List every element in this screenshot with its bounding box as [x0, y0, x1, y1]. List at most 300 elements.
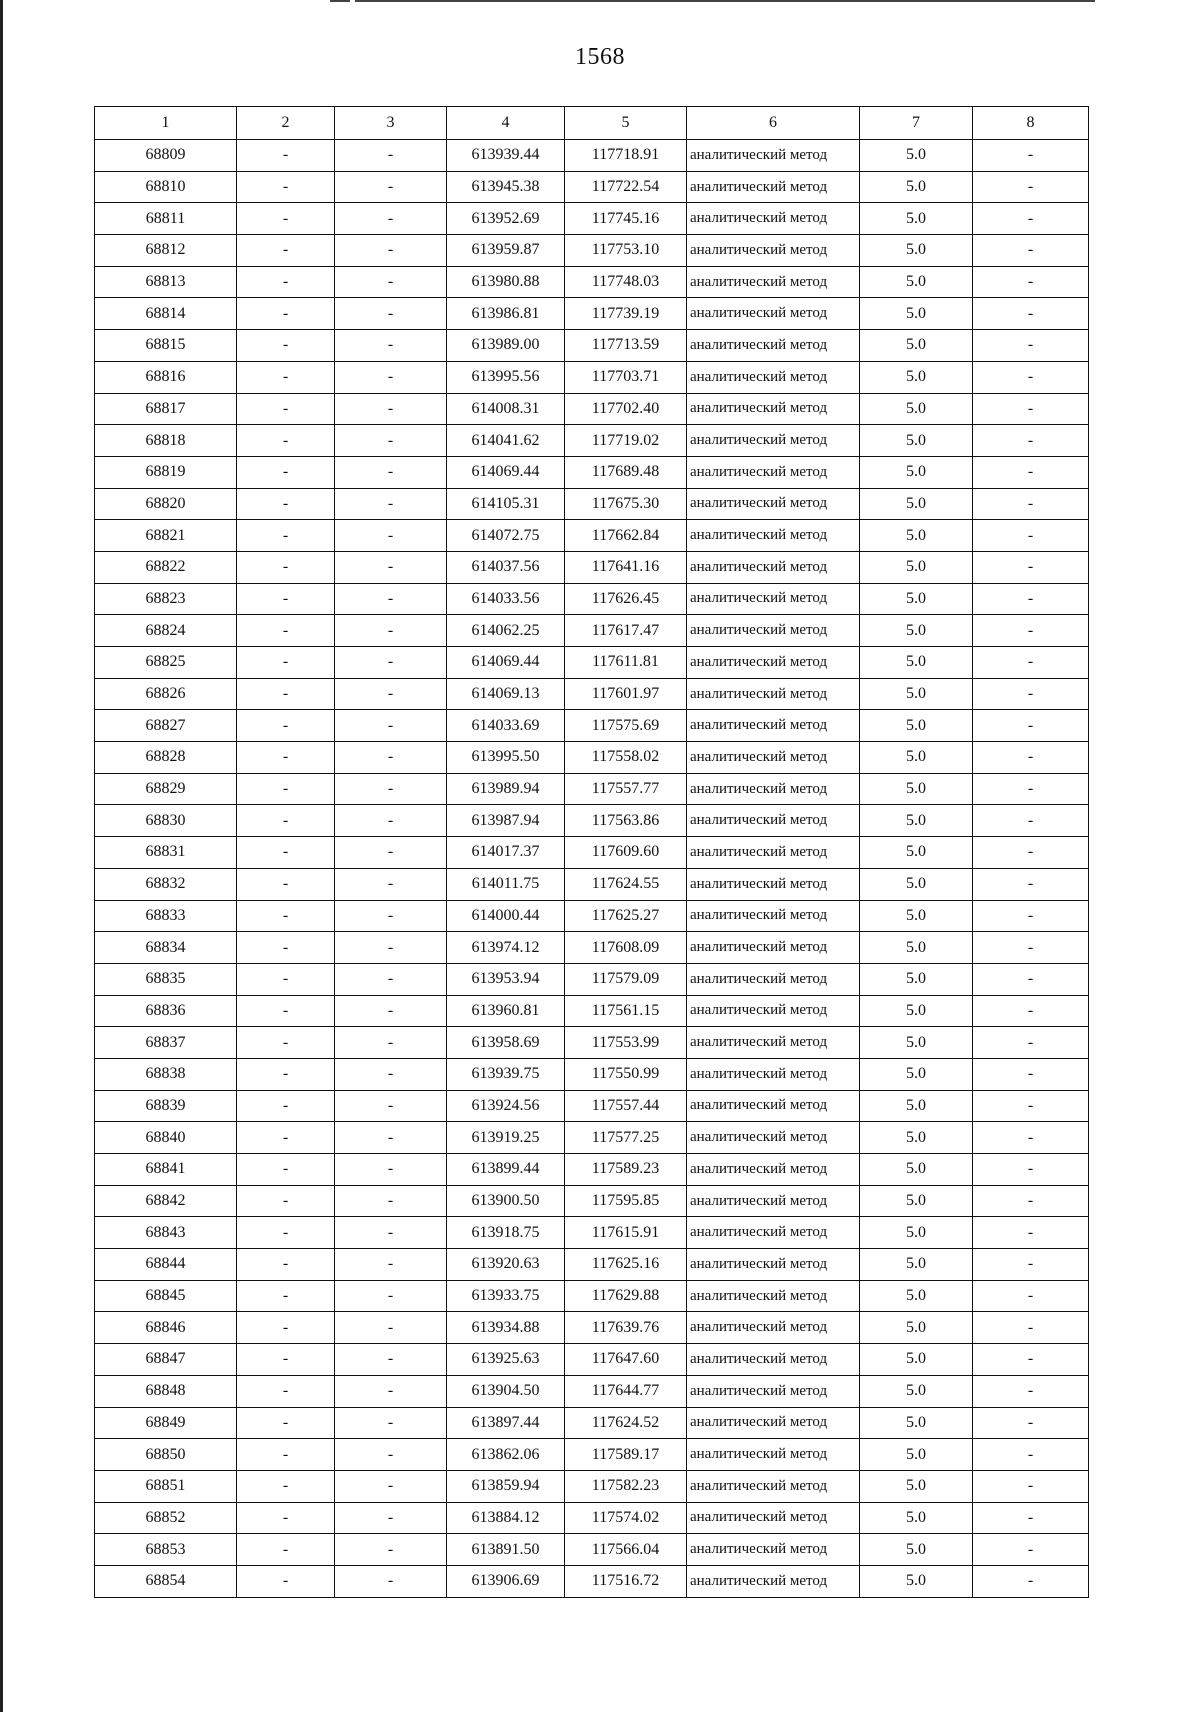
coord-x-cell: 613891.50: [447, 1534, 565, 1566]
method-cell: аналитический метод: [687, 1217, 860, 1249]
coord-x-cell: 614017.37: [447, 837, 565, 869]
col-3-cell: -: [335, 963, 447, 995]
coord-x-cell: 614033.56: [447, 583, 565, 615]
col-2-cell: -: [237, 330, 335, 362]
accuracy-cell: 5.0: [860, 1375, 973, 1407]
col-3-cell: -: [335, 647, 447, 679]
table-row: [95, 1439, 1089, 1471]
coord-y-cell: 117713.59: [565, 330, 687, 362]
coord-y-cell: 117641.16: [565, 551, 687, 583]
method-cell: аналитический метод: [687, 805, 860, 837]
col-3-cell: -: [335, 1058, 447, 1090]
coord-y-cell: 117582.23: [565, 1470, 687, 1502]
col-2-cell: -: [237, 1122, 335, 1154]
point-number-cell: 68811: [95, 203, 237, 235]
coord-x-cell: 613939.75: [447, 1058, 565, 1090]
accuracy-cell: 5.0: [860, 900, 973, 932]
col-8-cell: -: [973, 805, 1089, 837]
method-cell: аналитический метод: [687, 1375, 860, 1407]
col-8-cell: -: [973, 266, 1089, 298]
col-2-cell: -: [237, 1470, 335, 1502]
table-row: [95, 1344, 1089, 1376]
coord-x-cell: 613986.81: [447, 298, 565, 330]
coord-x-cell: 613906.69: [447, 1565, 565, 1597]
table-row: [95, 171, 1089, 203]
table-row: [95, 456, 1089, 488]
col-3-cell: -: [335, 1534, 447, 1566]
col-2-cell: -: [237, 203, 335, 235]
col-3-cell: -: [335, 1122, 447, 1154]
coord-x-cell: 614069.44: [447, 456, 565, 488]
coord-y-cell: 117625.27: [565, 900, 687, 932]
col-2-cell: -: [237, 171, 335, 203]
method-cell: аналитический метод: [687, 1122, 860, 1154]
table-header: [95, 107, 1089, 140]
table-row: [95, 868, 1089, 900]
col-2-cell: -: [237, 1565, 335, 1597]
col-8-cell: -: [973, 140, 1089, 172]
accuracy-cell: 5.0: [860, 615, 973, 647]
col-8-cell: -: [973, 235, 1089, 267]
col-3-cell: -: [335, 551, 447, 583]
point-number-cell: 68842: [95, 1185, 237, 1217]
method-cell: аналитический метод: [687, 1249, 860, 1281]
method-cell: аналитический метод: [687, 1565, 860, 1597]
accuracy-cell: 5.0: [860, 868, 973, 900]
coord-y-cell: 117753.10: [565, 235, 687, 267]
coord-x-cell: 613952.69: [447, 203, 565, 235]
accuracy-cell: 5.0: [860, 1439, 973, 1471]
point-number-cell: 68825: [95, 647, 237, 679]
coord-y-cell: 117703.71: [565, 361, 687, 393]
accuracy-cell: 5.0: [860, 647, 973, 679]
col-8-cell: -: [973, 963, 1089, 995]
accuracy-cell: 5.0: [860, 1122, 973, 1154]
table-row: [95, 1185, 1089, 1217]
method-cell: аналитический метод: [687, 361, 860, 393]
table-row: [95, 203, 1089, 235]
accuracy-cell: 5.0: [860, 710, 973, 742]
col-2-cell: -: [237, 393, 335, 425]
top-rule: [355, 0, 1095, 2]
col-3-cell: -: [335, 203, 447, 235]
coord-y-cell: 117550.99: [565, 1058, 687, 1090]
accuracy-cell: 5.0: [860, 963, 973, 995]
table-row: [95, 583, 1089, 615]
point-number-cell: 68853: [95, 1534, 237, 1566]
coord-x-cell: 613918.75: [447, 1217, 565, 1249]
point-number-cell: 68817: [95, 393, 237, 425]
coord-x-cell: 613904.50: [447, 1375, 565, 1407]
method-cell: аналитический метод: [687, 900, 860, 932]
col-2-cell: -: [237, 678, 335, 710]
point-number-cell: 68812: [95, 235, 237, 267]
point-number-cell: 68824: [95, 615, 237, 647]
col-3-cell: -: [335, 900, 447, 932]
col-8-cell: -: [973, 456, 1089, 488]
coord-y-cell: 117579.09: [565, 963, 687, 995]
col-3-cell: -: [335, 773, 447, 805]
col-2-cell: -: [237, 932, 335, 964]
col-3-cell: -: [335, 425, 447, 457]
coord-y-cell: 117624.52: [565, 1407, 687, 1439]
col-3-cell: -: [335, 140, 447, 172]
method-cell: аналитический метод: [687, 203, 860, 235]
col-2-cell: -: [237, 615, 335, 647]
col-2-cell: -: [237, 1502, 335, 1534]
accuracy-cell: 5.0: [860, 393, 973, 425]
col-8-cell: -: [973, 900, 1089, 932]
coord-y-cell: 117675.30: [565, 488, 687, 520]
coord-y-cell: 117644.77: [565, 1375, 687, 1407]
coord-y-cell: 117689.48: [565, 456, 687, 488]
point-number-cell: 68816: [95, 361, 237, 393]
method-cell: аналитический метод: [687, 963, 860, 995]
point-number-cell: 68830: [95, 805, 237, 837]
point-number-cell: 68813: [95, 266, 237, 298]
col-3-cell: -: [335, 266, 447, 298]
point-number-cell: 68826: [95, 678, 237, 710]
coord-y-cell: 117624.55: [565, 868, 687, 900]
table-row: [95, 773, 1089, 805]
coord-y-cell: 117611.81: [565, 647, 687, 679]
coord-y-cell: 117639.76: [565, 1312, 687, 1344]
col-8-cell: -: [973, 1090, 1089, 1122]
accuracy-cell: 5.0: [860, 678, 973, 710]
coord-x-cell: 614000.44: [447, 900, 565, 932]
col-3-cell: -: [335, 1344, 447, 1376]
table-row: [95, 1375, 1089, 1407]
coord-x-cell: 613933.75: [447, 1280, 565, 1312]
col-2-cell: -: [237, 488, 335, 520]
coord-x-cell: 613980.88: [447, 266, 565, 298]
coord-x-cell: 614069.13: [447, 678, 565, 710]
accuracy-cell: 5.0: [860, 1312, 973, 1344]
page-number: 1568: [575, 44, 625, 70]
header-col-5: 5: [565, 107, 687, 140]
col-2-cell: -: [237, 520, 335, 552]
table-row: [95, 1027, 1089, 1059]
method-cell: аналитический метод: [687, 1027, 860, 1059]
coord-x-cell: 613924.56: [447, 1090, 565, 1122]
col-8-cell: -: [973, 1280, 1089, 1312]
method-cell: аналитический метод: [687, 1154, 860, 1186]
col-3-cell: -: [335, 1312, 447, 1344]
col-8-cell: -: [973, 298, 1089, 330]
point-number-cell: 68844: [95, 1249, 237, 1281]
col-8-cell: -: [973, 425, 1089, 457]
method-cell: аналитический метод: [687, 1090, 860, 1122]
table-row: [95, 361, 1089, 393]
table-row: [95, 900, 1089, 932]
col-3-cell: -: [335, 1280, 447, 1312]
accuracy-cell: 5.0: [860, 1185, 973, 1217]
col-8-cell: -: [973, 1058, 1089, 1090]
col-8-cell: -: [973, 1027, 1089, 1059]
coord-y-cell: 117589.23: [565, 1154, 687, 1186]
col-8-cell: -: [973, 1312, 1089, 1344]
col-3-cell: -: [335, 488, 447, 520]
col-8-cell: -: [973, 1249, 1089, 1281]
col-3-cell: -: [335, 171, 447, 203]
col-3-cell: -: [335, 298, 447, 330]
col-3-cell: -: [335, 678, 447, 710]
coord-y-cell: 117577.25: [565, 1122, 687, 1154]
accuracy-cell: 5.0: [860, 1407, 973, 1439]
col-3-cell: -: [335, 805, 447, 837]
col-2-cell: -: [237, 1344, 335, 1376]
col-8-cell: -: [973, 837, 1089, 869]
coordinates-table: [94, 106, 1089, 1598]
col-2-cell: -: [237, 1185, 335, 1217]
table-row: [95, 140, 1089, 172]
table-row: [95, 1534, 1089, 1566]
col-3-cell: -: [335, 456, 447, 488]
accuracy-cell: 5.0: [860, 1249, 973, 1281]
coord-x-cell: 613899.44: [447, 1154, 565, 1186]
col-8-cell: -: [973, 488, 1089, 520]
col-3-cell: -: [335, 393, 447, 425]
table-row: [95, 837, 1089, 869]
coord-y-cell: 117595.85: [565, 1185, 687, 1217]
coord-y-cell: 117574.02: [565, 1502, 687, 1534]
accuracy-cell: 5.0: [860, 773, 973, 805]
accuracy-cell: 5.0: [860, 1470, 973, 1502]
col-8-cell: -: [973, 1502, 1089, 1534]
col-8-cell: -: [973, 361, 1089, 393]
coord-x-cell: 613939.44: [447, 140, 565, 172]
method-cell: аналитический метод: [687, 710, 860, 742]
table-row: [95, 1502, 1089, 1534]
method-cell: аналитический метод: [687, 425, 860, 457]
method-cell: аналитический метод: [687, 615, 860, 647]
coord-x-cell: 613953.94: [447, 963, 565, 995]
table-row: [95, 615, 1089, 647]
point-number-cell: 68831: [95, 837, 237, 869]
table-row: [95, 932, 1089, 964]
point-number-cell: 68846: [95, 1312, 237, 1344]
point-number-cell: 68850: [95, 1439, 237, 1471]
method-cell: аналитический метод: [687, 1534, 860, 1566]
col-3-cell: -: [335, 520, 447, 552]
point-number-cell: 68843: [95, 1217, 237, 1249]
col-3-cell: -: [335, 1502, 447, 1534]
coord-x-cell: 613919.25: [447, 1122, 565, 1154]
col-8-cell: -: [973, 330, 1089, 362]
table-row: [95, 1407, 1089, 1439]
method-cell: аналитический метод: [687, 488, 860, 520]
col-8-cell: -: [973, 710, 1089, 742]
col-8-cell: -: [973, 1439, 1089, 1471]
col-3-cell: -: [335, 330, 447, 362]
table-row: [95, 742, 1089, 774]
coord-x-cell: 613974.12: [447, 932, 565, 964]
header-col-7: 7: [860, 107, 973, 140]
point-number-cell: 68836: [95, 995, 237, 1027]
col-3-cell: -: [335, 615, 447, 647]
col-2-cell: -: [237, 773, 335, 805]
col-8-cell: -: [973, 995, 1089, 1027]
accuracy-cell: 5.0: [860, 837, 973, 869]
coord-y-cell: 117557.77: [565, 773, 687, 805]
table-row: [95, 1312, 1089, 1344]
col-8-cell: -: [973, 773, 1089, 805]
header-col-3: 3: [335, 107, 447, 140]
col-3-cell: -: [335, 1249, 447, 1281]
coord-y-cell: 117608.09: [565, 932, 687, 964]
header-row: [95, 107, 1089, 140]
header-col-4: 4: [447, 107, 565, 140]
header-col-1: 1: [95, 107, 237, 140]
coord-y-cell: 117575.69: [565, 710, 687, 742]
accuracy-cell: 5.0: [860, 203, 973, 235]
col-2-cell: -: [237, 742, 335, 774]
accuracy-cell: 5.0: [860, 1058, 973, 1090]
accuracy-cell: 5.0: [860, 456, 973, 488]
coord-y-cell: 117629.88: [565, 1280, 687, 1312]
coord-x-cell: 613859.94: [447, 1470, 565, 1502]
point-number-cell: 68840: [95, 1122, 237, 1154]
method-cell: аналитический метод: [687, 1185, 860, 1217]
accuracy-cell: 5.0: [860, 488, 973, 520]
coord-x-cell: 613925.63: [447, 1344, 565, 1376]
table-row: [95, 1470, 1089, 1502]
col-2-cell: -: [237, 963, 335, 995]
accuracy-cell: 5.0: [860, 298, 973, 330]
col-8-cell: -: [973, 1375, 1089, 1407]
method-cell: аналитический метод: [687, 330, 860, 362]
point-number-cell: 68852: [95, 1502, 237, 1534]
point-number-cell: 68833: [95, 900, 237, 932]
col-2-cell: -: [237, 361, 335, 393]
coord-y-cell: 117647.60: [565, 1344, 687, 1376]
col-2-cell: -: [237, 868, 335, 900]
col-3-cell: -: [335, 235, 447, 267]
point-number-cell: 68823: [95, 583, 237, 615]
method-cell: аналитический метод: [687, 742, 860, 774]
coord-x-cell: 613958.69: [447, 1027, 565, 1059]
coord-y-cell: 117718.91: [565, 140, 687, 172]
coord-x-cell: 613960.81: [447, 995, 565, 1027]
accuracy-cell: 5.0: [860, 171, 973, 203]
col-2-cell: -: [237, 1534, 335, 1566]
table-row: [95, 520, 1089, 552]
col-2-cell: -: [237, 551, 335, 583]
col-2-cell: -: [237, 266, 335, 298]
col-2-cell: -: [237, 425, 335, 457]
method-cell: аналитический метод: [687, 171, 860, 203]
accuracy-cell: 5.0: [860, 1565, 973, 1597]
col-2-cell: -: [237, 995, 335, 1027]
coord-x-cell: 613989.94: [447, 773, 565, 805]
accuracy-cell: 5.0: [860, 1154, 973, 1186]
point-number-cell: 68821: [95, 520, 237, 552]
coord-x-cell: 613945.38: [447, 171, 565, 203]
method-cell: аналитический метод: [687, 1344, 860, 1376]
col-8-cell: -: [973, 1565, 1089, 1597]
coord-y-cell: 117566.04: [565, 1534, 687, 1566]
col-8-cell: -: [973, 1154, 1089, 1186]
coord-x-cell: 613995.56: [447, 361, 565, 393]
col-8-cell: -: [973, 393, 1089, 425]
coord-x-cell: 614041.62: [447, 425, 565, 457]
method-cell: аналитический метод: [687, 1439, 860, 1471]
col-2-cell: -: [237, 1439, 335, 1471]
point-number-cell: 68849: [95, 1407, 237, 1439]
table-row: [95, 235, 1089, 267]
col-3-cell: -: [335, 361, 447, 393]
col-8-cell: -: [973, 678, 1089, 710]
coord-x-cell: 613884.12: [447, 1502, 565, 1534]
table-row: [95, 298, 1089, 330]
coord-x-cell: 613934.88: [447, 1312, 565, 1344]
table-body: [95, 140, 1089, 1598]
col-3-cell: -: [335, 1027, 447, 1059]
method-cell: аналитический метод: [687, 932, 860, 964]
coord-y-cell: 117739.19: [565, 298, 687, 330]
col-2-cell: -: [237, 1407, 335, 1439]
accuracy-cell: 5.0: [860, 805, 973, 837]
point-number-cell: 68845: [95, 1280, 237, 1312]
col-8-cell: -: [973, 171, 1089, 203]
coord-y-cell: 117558.02: [565, 742, 687, 774]
col-3-cell: -: [335, 1217, 447, 1249]
method-cell: аналитический метод: [687, 837, 860, 869]
point-number-cell: 68851: [95, 1470, 237, 1502]
coord-y-cell: 117516.72: [565, 1565, 687, 1597]
point-number-cell: 68810: [95, 171, 237, 203]
table-row: [95, 551, 1089, 583]
point-number-cell: 68837: [95, 1027, 237, 1059]
col-8-cell: -: [973, 932, 1089, 964]
table-row: [95, 710, 1089, 742]
col-3-cell: -: [335, 1185, 447, 1217]
table-row: [95, 1090, 1089, 1122]
method-cell: аналитический метод: [687, 140, 860, 172]
method-cell: аналитический метод: [687, 393, 860, 425]
accuracy-cell: 5.0: [860, 1090, 973, 1122]
col-8-cell: -: [973, 1122, 1089, 1154]
method-cell: аналитический метод: [687, 678, 860, 710]
method-cell: аналитический метод: [687, 995, 860, 1027]
table-row: [95, 488, 1089, 520]
col-2-cell: -: [237, 647, 335, 679]
col-3-cell: -: [335, 868, 447, 900]
col-8-cell: -: [973, 742, 1089, 774]
table-row: [95, 963, 1089, 995]
table-row: [95, 266, 1089, 298]
col-3-cell: -: [335, 932, 447, 964]
coord-x-cell: 613900.50: [447, 1185, 565, 1217]
table-row: [95, 1249, 1089, 1281]
point-number-cell: 68828: [95, 742, 237, 774]
coord-y-cell: 117563.86: [565, 805, 687, 837]
coord-x-cell: 614069.44: [447, 647, 565, 679]
accuracy-cell: 5.0: [860, 361, 973, 393]
method-cell: аналитический метод: [687, 1058, 860, 1090]
accuracy-cell: 5.0: [860, 330, 973, 362]
col-8-cell: -: [973, 203, 1089, 235]
table-row: [95, 1280, 1089, 1312]
point-number-cell: 68815: [95, 330, 237, 362]
col-2-cell: -: [237, 235, 335, 267]
table-row: [95, 647, 1089, 679]
table-row: [95, 1154, 1089, 1186]
table-row: [95, 330, 1089, 362]
col-2-cell: -: [237, 1312, 335, 1344]
method-cell: аналитический метод: [687, 266, 860, 298]
point-number-cell: 68854: [95, 1565, 237, 1597]
